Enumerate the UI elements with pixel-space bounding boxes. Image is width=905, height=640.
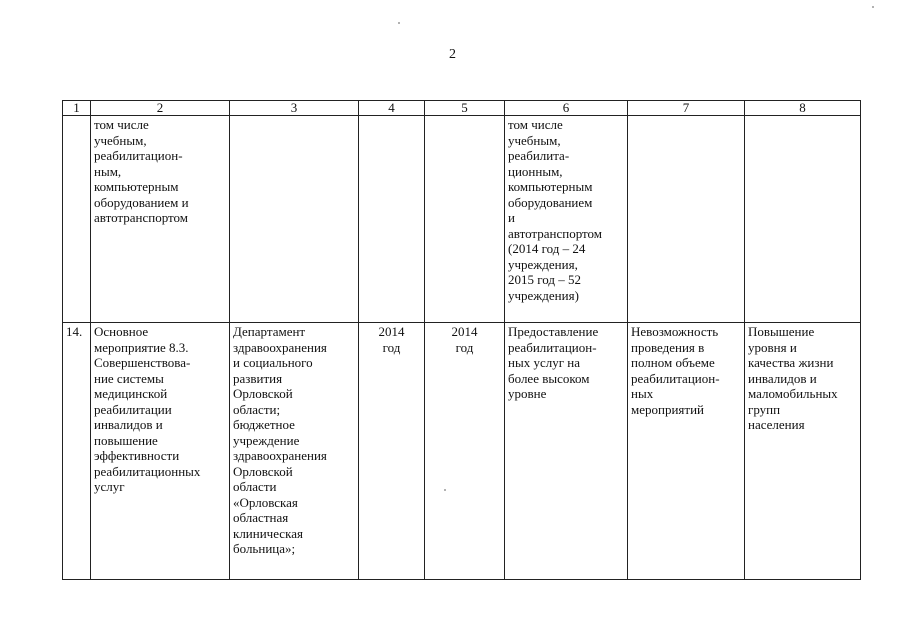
column-header-2: 2 <box>91 101 230 116</box>
cell-consequences <box>628 116 745 323</box>
cell-measure-name: том числе учебным, реабилитацион- ным, компьютерным оборудованием и автотранспортом <box>91 116 230 323</box>
cell-expected-result: том числе учебным, реабилита- ционным, компьютерным оборудованием и автотранспортом (2014 год – 24 учреждения, 2015 год – 52 учреждения) <box>505 116 628 323</box>
cell-executor <box>230 116 359 323</box>
scan-speck <box>444 489 446 491</box>
cell-expected-result: Предоставление реабилитацион- ных услуг на более высоком уровне <box>505 323 628 580</box>
cell-executor: Департамент здравоохранения и социального развития Орловской области; бюджетное учреждение здравоохранения Орловской области «Орловская областная клиническая больница»; <box>230 323 359 580</box>
column-header-7: 7 <box>628 101 745 116</box>
cell-link-indicators <box>745 116 861 323</box>
cell-start-year: 2014 год <box>359 323 425 580</box>
cell-number: 14. <box>63 323 91 580</box>
cell-number <box>63 116 91 323</box>
column-header-8: 8 <box>745 101 861 116</box>
table-header-row <box>63 101 861 116</box>
table-row-14 <box>63 323 861 580</box>
scan-speck <box>398 22 400 24</box>
column-header-4: 4 <box>359 101 425 116</box>
page-number: 2 <box>449 47 456 62</box>
column-header-3: 3 <box>230 101 359 116</box>
cell-end-year: 2014 год <box>425 323 505 580</box>
column-header-5: 5 <box>425 101 505 116</box>
cell-start-year <box>359 116 425 323</box>
cell-link-indicators: Повышение уровня и качества жизни инвалидов и маломобильных групп населения <box>745 323 861 580</box>
cell-measure-name: Основное мероприятие 8.3. Совершенствова- ние системы медицинской реабилитации инвалидов и повышение эффективности реабилитационных услуг <box>91 323 230 580</box>
scan-speck <box>872 6 874 8</box>
measures-table <box>62 100 861 580</box>
table-row-continuation <box>63 116 861 323</box>
cell-consequences: Невозможность проведения в полном объеме реабилитацион- ных мероприятий <box>628 323 745 580</box>
column-header-1: 1 <box>63 101 91 116</box>
column-header-6: 6 <box>505 101 628 116</box>
cell-end-year <box>425 116 505 323</box>
